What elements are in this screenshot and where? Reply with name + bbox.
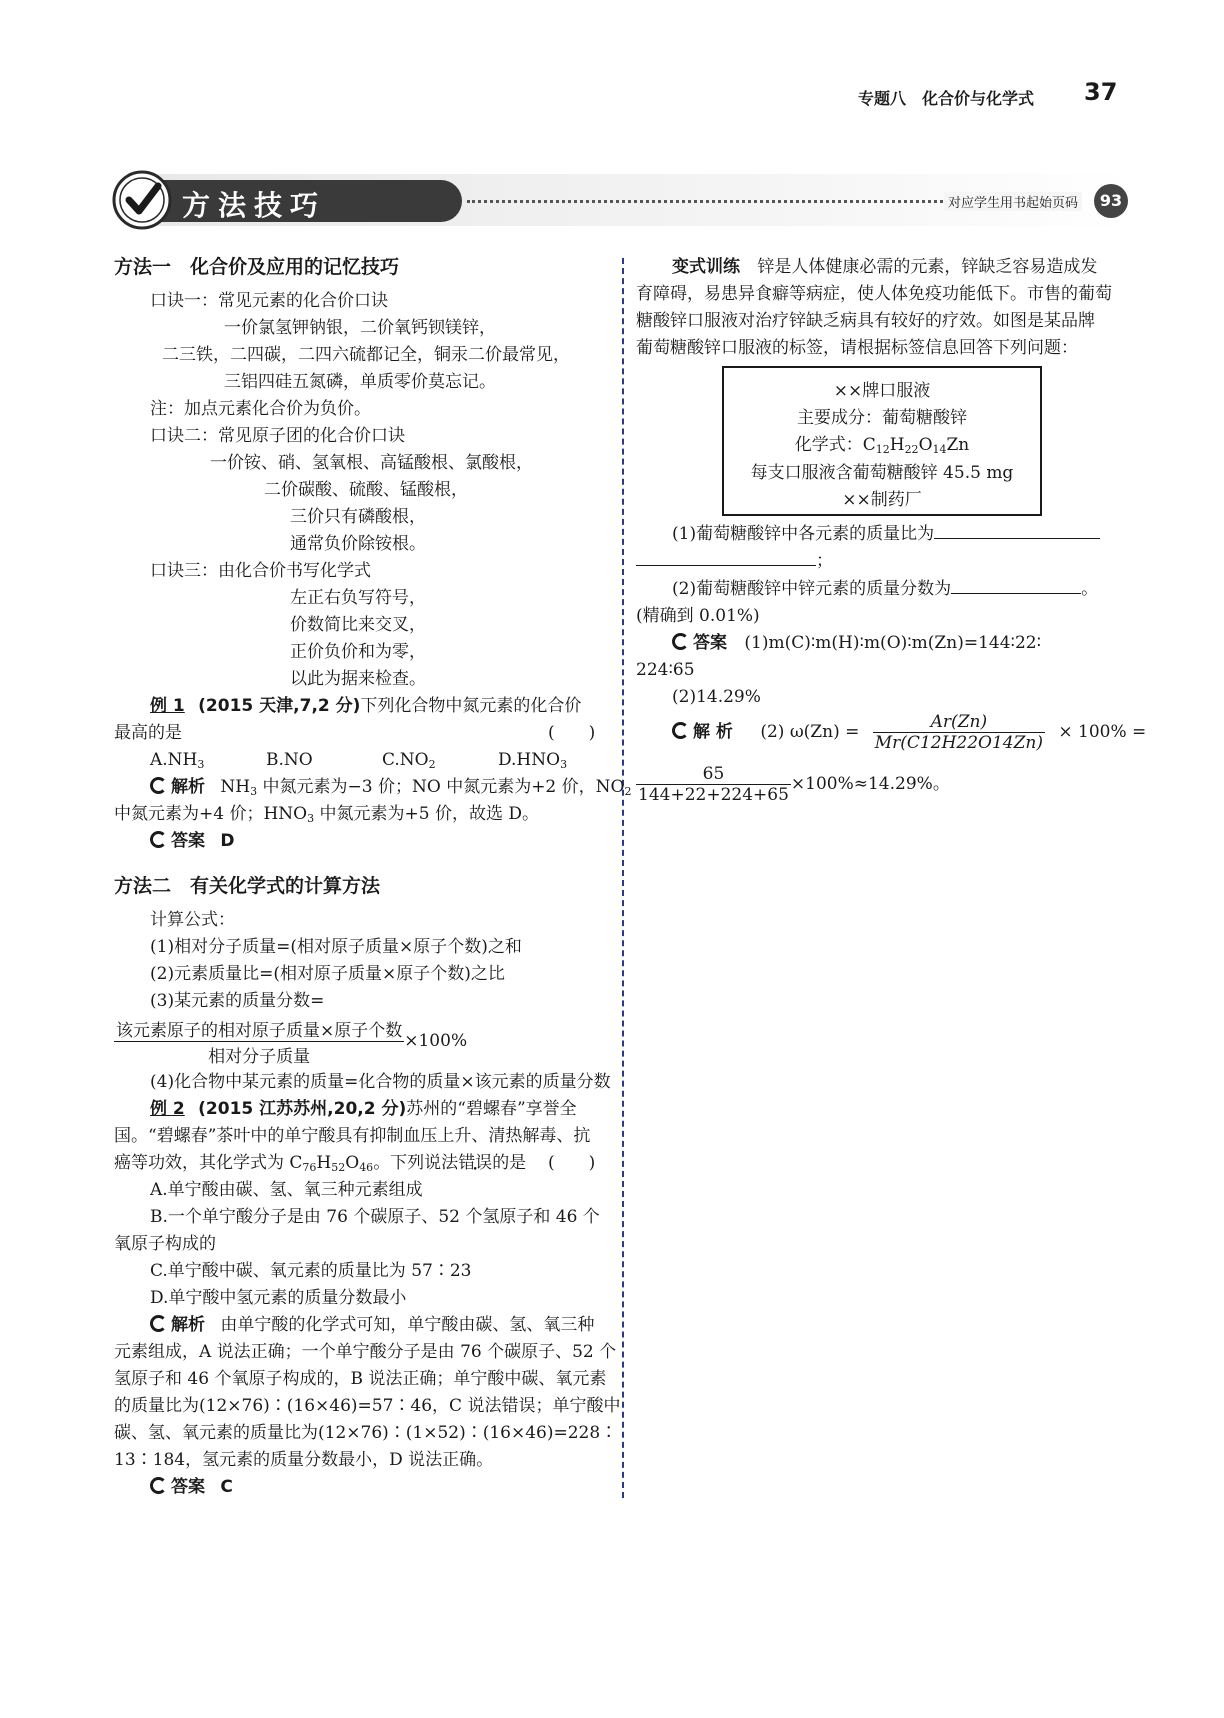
variant-label: 变式训练 <box>672 257 740 277</box>
answer-line2: 224∶65 <box>636 660 695 680</box>
question-2-blank[interactable] <box>951 577 1081 594</box>
question-2 <box>672 576 1098 602</box>
section-banner <box>112 170 1132 230</box>
variant-text-1: 锌是人体健康必需的元素，锌缺乏容易造成发 <box>757 257 1098 277</box>
ex1-option-c-sub: 2 <box>428 758 436 771</box>
ex1-option-d-sub: 3 <box>560 758 568 771</box>
ex2-source: (2015 江苏苏州,20,2 分) <box>198 1099 407 1119</box>
formula-3-denominator: 相对分子质量 <box>208 1047 311 1067</box>
variant-line3: 糖酸锌口服液对治疗锌缺乏病具有较好的疗效。如图是某品牌 <box>636 311 1095 331</box>
ex2-analysis-line5: 碳、氢、氧元素的质量比为(12×76)∶(1×52)∶(16×46)=228∶ <box>114 1423 618 1443</box>
ex2-answer-value: C <box>220 1477 233 1497</box>
analysis-label: 解 析 <box>672 722 733 742</box>
label-formula-h: H <box>889 435 905 455</box>
ex1-analysis-sub3: 3 <box>307 812 315 825</box>
product-label-line4: 每支口服液含葡萄糖酸锌 45.5 mg <box>750 463 1014 483</box>
ex1-option-d-text: D.HNO <box>498 750 561 770</box>
ex2-q3-o: O <box>345 1153 360 1173</box>
k3-line1: 左正右负写符号， <box>290 588 426 608</box>
product-label-box <box>722 366 1042 516</box>
ex2-analysis-line1 <box>150 1312 594 1338</box>
analysis-line2 <box>636 764 950 805</box>
ex1-source: (2015 天津,7,2 分) <box>198 696 361 716</box>
ex2-q3-sub1: 76 <box>302 1161 317 1174</box>
analysis-result: ×100%≈14.29%。 <box>790 774 950 794</box>
column-divider <box>622 258 624 1498</box>
note: 注：加点元素化合价为负价。 <box>150 399 371 419</box>
ex2-answer-label: 答案 <box>150 1477 205 1497</box>
ex1-option-d <box>498 747 567 773</box>
banner-title: 方法技巧 <box>182 189 327 222</box>
ex1-analysis-label: 解析 <box>150 777 205 797</box>
ex1-answer-label: 答案 <box>150 831 205 851</box>
ex2-option-d: D.单宁酸中氢元素的质量分数最小 <box>150 1288 407 1308</box>
ex2-analysis-line3: 氢原子和 46 个氧原子构成的，B 说法正确；单宁酸中碳、氧元素 <box>114 1369 607 1389</box>
k1-line1: 一价氯氢钾钠银，二价氧钙钡镁锌， <box>224 318 496 338</box>
ex1-analysis-line1 <box>150 774 631 800</box>
ex2-answer <box>150 1474 233 1500</box>
question-1-end: ； <box>816 551 833 571</box>
question-1-text: (1)葡萄糖酸锌中各元素的质量比为 <box>672 524 935 544</box>
question-2-note: (精确到 0.01%) <box>636 606 760 626</box>
answer-line3: (2)14.29% <box>672 687 761 707</box>
ex2-q3-h: H <box>316 1153 332 1173</box>
answer-1: (1)m(C)∶m(H)∶m(O)∶m(Zn)=144∶22∶ <box>744 633 1042 653</box>
calc-title: 计算公式： <box>150 910 235 930</box>
ex2-analysis-1: 由单宁酸的化学式可知，单宁酸由碳、氢、氧三种 <box>220 1315 595 1335</box>
ex1-answer-value: D <box>220 831 235 851</box>
ex2-option-b2: 氧原子构成的 <box>114 1234 216 1254</box>
product-label-line3 <box>724 430 1040 456</box>
ex2-q3-b: 。下列说法 <box>373 1153 459 1173</box>
analysis-frac2-num: 65 <box>636 764 791 785</box>
k2-line2: 二价碳酸、硫酸、锰酸根， <box>264 480 468 500</box>
ex2-analysis-line6: 13∶184，氢元素的质量分数最小，D 说法正确。 <box>114 1450 494 1470</box>
method1-title: 方法一 化合价及应用的记忆技巧 <box>114 256 400 278</box>
product-label-line5: ××制药厂 <box>842 490 922 510</box>
question-1-blank-b[interactable] <box>636 549 816 566</box>
ex1-question-line1 <box>150 693 581 719</box>
ex1-option-a <box>150 747 204 773</box>
ex2-analysis-label: 解析 <box>150 1315 205 1335</box>
ex2-option-a: A.单宁酸由碳、氢、氧三种元素组成 <box>150 1180 423 1200</box>
ex1-option-c-text: C.NO <box>382 750 429 770</box>
label-formula-a: 化学式：C <box>794 435 876 455</box>
k3-line4: 以此为据来检查。 <box>290 669 426 689</box>
formula-3-fraction <box>114 1016 467 1067</box>
question-1-blank-a[interactable] <box>934 522 1100 539</box>
formula-3-frac <box>114 1016 404 1067</box>
k1-line2: 二三铁，二四碳，二四六硫都记全，铜汞二价最常见， <box>162 345 570 365</box>
question-2-end: 。 <box>1081 579 1099 599</box>
ex2-q3-sub3: 46 <box>359 1161 374 1174</box>
analysis-omega: (2) ω(Zn) = <box>760 722 860 742</box>
answer-line1 <box>672 630 1041 656</box>
k2-line3: 三价只有磷酸根， <box>290 507 426 527</box>
page-number: 37 <box>1084 78 1118 106</box>
label-formula-s1: 12 <box>875 443 890 456</box>
label-formula-o: O <box>918 435 933 455</box>
banner-ref-page: 93 <box>1094 184 1128 218</box>
analysis-frac1-num: Ar(Zn) <box>873 712 1045 733</box>
k2-line4: 通常负价除铵根。 <box>290 534 426 554</box>
variant-line2: 育障碍，易患异食癖等病症，使人体免疫功能低下。市售的葡萄 <box>636 284 1112 304</box>
analysis-frac2-den: 144+22+224+65 <box>638 785 789 805</box>
analysis-line1 <box>672 712 1146 753</box>
product-label-line2: 主要成分：葡萄糖酸锌 <box>797 408 967 428</box>
ex2-paren: ( ) <box>548 1153 596 1173</box>
formula-3-tail: ×100% <box>404 1031 468 1051</box>
ex2-option-c: C.单宁酸中碳、氧元素的质量比为 57∶23 <box>150 1261 472 1281</box>
analysis-times: × 100% = <box>1058 722 1147 742</box>
ex1-paren: ( ) <box>548 723 596 743</box>
question-2-text: (2)葡萄糖酸锌中锌元素的质量分数为 <box>672 579 952 599</box>
analysis-fraction-2 <box>636 764 791 805</box>
answer-label: 答案 <box>672 633 727 653</box>
label-formula-s2: 22 <box>904 443 919 456</box>
formula-3: (3)某元素的质量分数= <box>150 991 325 1011</box>
formula-2: (2)元素质量比=(相对原子质量×原子个数)之比 <box>150 964 505 984</box>
ex1-analysis-sub1: 3 <box>250 785 258 798</box>
formula-3-numerator: 该元素原子的相对原子质量×原子个数 <box>114 1016 404 1042</box>
variant-line4: 葡萄糖酸锌口服液的标签，请根据标签信息回答下列问题： <box>636 338 1078 358</box>
ex1-question-line2: 最高的是 <box>114 723 182 743</box>
k3-title: 口诀三：由化合价书写化学式 <box>150 561 371 581</box>
k1-line3: 三铝四硅五氮磷，单质零价莫忘记。 <box>224 372 496 392</box>
banner-ref-text: 对应学生用书起始页码 <box>944 192 1082 211</box>
ex1-option-a-sub: 3 <box>197 758 205 771</box>
label-formula-s3: 14 <box>932 443 947 456</box>
ex1-label: 例 1 <box>150 696 185 716</box>
ex2-q3-c: 的是 <box>492 1153 527 1173</box>
analysis-fraction-1 <box>873 712 1045 753</box>
ex2-question-line2: 国。“碧螺春”茶叶中的单宁酸具有抑制血压上升、清热解毒、抗 <box>114 1126 591 1146</box>
ex2-question-line1 <box>150 1096 577 1122</box>
ex1-analysis-d: 中氮元素为+5 价，故选 D。 <box>314 804 540 824</box>
question-1 <box>672 521 1100 547</box>
ex2-question-line3 <box>114 1150 526 1176</box>
ex1-option-a-text: A.NH <box>150 750 198 770</box>
analysis-frac1-den: Mr(C12H22O14Zn) <box>874 733 1043 753</box>
ex2-q3-sub2: 52 <box>331 1161 346 1174</box>
ex2-analysis-line2: 元素组成，A 说法正确；一个单宁酸分子是由 76 个碳原子、52 个 <box>114 1342 617 1362</box>
k1-title: 口诀一：常见元素的化合价口诀 <box>150 291 388 311</box>
ex1-analysis-sub2: 2 <box>624 785 632 798</box>
check-icon <box>112 170 172 230</box>
question-1-cont <box>636 548 833 574</box>
ex2-q3-error-word: 错误 <box>458 1153 493 1173</box>
method2-title: 方法二 有关化学式的计算方法 <box>114 875 381 897</box>
ex1-analysis-a: NH <box>220 777 251 797</box>
ex2-label: 例 2 <box>150 1099 185 1119</box>
ex1-option-c <box>382 747 436 773</box>
k3-line2: 价数简比来交叉， <box>290 615 426 635</box>
ex2-option-b1: B.一个单宁酸分子是由 76 个碳原子、52 个氢原子和 46 个 <box>150 1207 600 1227</box>
ex2-analysis-line4: 的质量比为(12×76)∶(16×46)=57∶46，C 说法错误；单宁酸中 <box>114 1396 621 1416</box>
k2-line1: 一价铵、硝、氢氧根、高锰酸根、氯酸根， <box>210 453 533 473</box>
ex1-answer <box>150 828 235 854</box>
k2-title: 口诀二：常见原子团的化合价口诀 <box>150 426 405 446</box>
ex1-analysis-c: 中氮元素为+4 价；HNO <box>114 804 308 824</box>
ex1-question-a: 下列化合物中氮元素的化合价 <box>360 696 582 716</box>
ex2-q3-a: 癌等功效，其化学式为 C <box>114 1153 303 1173</box>
ex1-analysis-b: 中氮元素为−3 价；NO 中氮元素为+2 价，NO <box>257 777 625 797</box>
ex2-question-a: 苏州的“碧螺春”享誉全 <box>406 1099 577 1119</box>
formula-1: (1)相对分子质量=(相对原子质量×原子个数)之和 <box>150 937 522 957</box>
variant-line1 <box>672 254 1097 280</box>
k3-line3: 正价负价和为零， <box>290 642 426 662</box>
formula-4: (4)化合物中某元素的质量=化合物的质量×该元素的质量分数 <box>150 1072 611 1092</box>
ex1-option-b: B.NO <box>266 750 313 770</box>
label-formula-zn: Zn <box>946 435 970 455</box>
product-label-line1: ××牌口服液 <box>833 381 931 401</box>
ex1-analysis-line2 <box>114 801 539 827</box>
running-header: 专题八 化合价与化学式 <box>858 89 1035 108</box>
